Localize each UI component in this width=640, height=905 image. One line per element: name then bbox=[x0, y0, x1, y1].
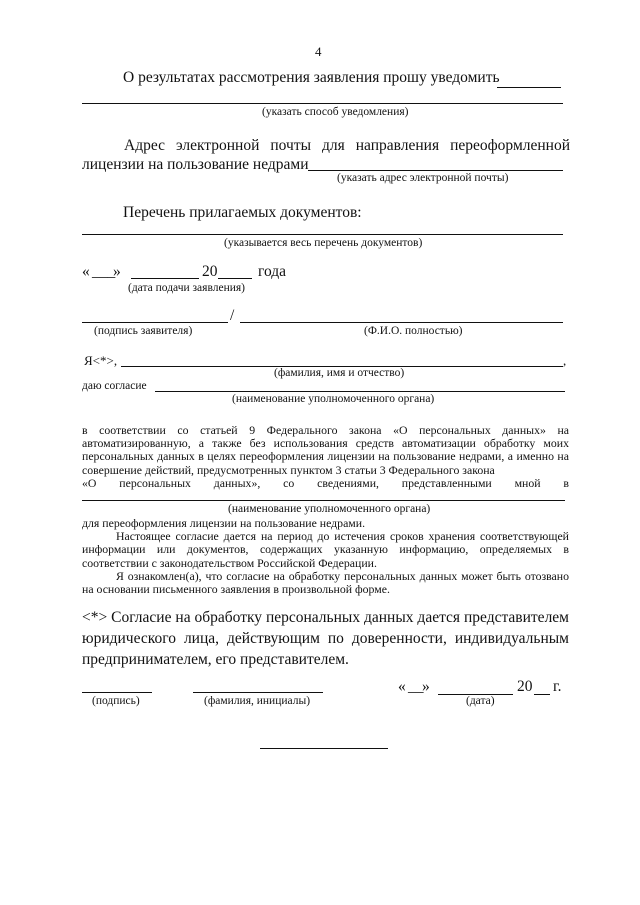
date-open-quote: « bbox=[82, 263, 90, 280]
signature-slash: / bbox=[230, 307, 235, 324]
applicant-fio-field[interactable] bbox=[240, 322, 563, 323]
bottom-date-close-quote: » bbox=[422, 678, 430, 695]
notify-text: О результатах рассмотрения заявления прошу уведомить bbox=[123, 69, 500, 86]
bottom-date-day-blank[interactable]: __ bbox=[408, 678, 424, 695]
page-number: 4 bbox=[315, 44, 322, 59]
consent-paragraph-rest bbox=[82, 517, 569, 596]
consent-para3: Я ознакомлен(а), что согласие на обработку персональных данных может быть отозвано на основании письменного заявления в произвольной форме. bbox=[82, 568, 569, 597]
consent-para2: Настоящее согласие дается на период до истечения сроков хранения соответствующей информации или документов, содержащих указанную информацию, определяемых в соответствии с законодательством Российской Федерации. bbox=[82, 529, 569, 570]
closing-rule bbox=[260, 748, 388, 749]
bottom-date-open-quote: « bbox=[398, 678, 406, 695]
date-year-word: года bbox=[258, 263, 287, 280]
notify-caption: (указать способ уведомления) bbox=[262, 106, 409, 118]
documents-title: Перечень прилагаемых документов: bbox=[123, 204, 362, 221]
date-caption: (дата подачи заявления) bbox=[128, 282, 245, 294]
bottom-name-field[interactable] bbox=[193, 692, 323, 693]
notify-blank-inline[interactable] bbox=[497, 87, 561, 88]
consent-para1-body: в соответствии со статьей 9 Федерального закона «О персональных данных» на автоматизированную, а также без использования средств автоматизации обработку моих персональных данных в целях переоформления лицензии на пользование недрами, а именно на совершение действий, предусмотренных пунктом 3 статьи 3 Федерального закона bbox=[82, 423, 569, 477]
consent-paragraph-1 bbox=[82, 424, 569, 490]
consent-give-label: даю согласие bbox=[82, 380, 147, 392]
consent-org-field[interactable] bbox=[155, 391, 565, 392]
email-text-line2: лицензии на пользование недрами bbox=[82, 156, 309, 173]
signature-caption: (подпись заявителя) bbox=[94, 325, 193, 337]
bottom-date-year-prefix: 20 bbox=[517, 678, 533, 695]
date-day-blank[interactable]: ___ bbox=[92, 263, 116, 280]
date-close-quote: » bbox=[113, 263, 121, 280]
footnote-text: <*> Согласие на обработку персональных данных дается представителем юридического лица, действующим по доверенности, индивидуальным предпринимателем, его представителем. bbox=[82, 609, 569, 668]
fio-caption: (Ф.И.О. полностью) bbox=[364, 325, 463, 337]
consent-trailing-comma: , bbox=[563, 353, 567, 368]
bottom-date-caption: (дата) bbox=[466, 695, 495, 707]
consent-ya-label: Я<*>, bbox=[84, 353, 118, 368]
documents-caption: (указывается весь перечень документов) bbox=[224, 237, 423, 249]
consent-org2-field[interactable] bbox=[82, 500, 565, 501]
bottom-name-caption: (фамилия, инициалы) bbox=[204, 695, 311, 707]
email-field[interactable] bbox=[308, 170, 563, 171]
email-text-line1: Адрес электронной почты для направления переоформленной bbox=[124, 137, 570, 154]
bottom-sign-caption: (подпись) bbox=[92, 695, 140, 707]
date-year-field[interactable] bbox=[218, 278, 252, 279]
bottom-date-year-suffix: г. bbox=[553, 678, 562, 695]
applicant-signature-field[interactable] bbox=[82, 322, 228, 323]
footnote bbox=[82, 607, 569, 670]
documents-field[interactable] bbox=[82, 234, 563, 235]
consent-org2-caption: (наименование уполномоченного органа) bbox=[228, 503, 431, 515]
bottom-signature-field[interactable] bbox=[82, 692, 152, 693]
consent-name-caption: (фамилия, имя и отчество) bbox=[274, 367, 405, 379]
date-month-field[interactable] bbox=[131, 278, 199, 279]
notify-method-field[interactable] bbox=[82, 103, 563, 104]
email-caption: (указать адрес электронной почты) bbox=[337, 172, 509, 184]
consent-org-caption: (наименование уполномоченного органа) bbox=[232, 393, 435, 405]
consent-para1-last-line: «О персональных данных», со сведениями, представленными мной в bbox=[82, 475, 569, 490]
date-year-prefix: 20 bbox=[202, 263, 218, 280]
bottom-date-year-field[interactable] bbox=[534, 694, 550, 695]
consent-after-org: для переоформления лицензии на пользование недрами. bbox=[82, 516, 366, 530]
